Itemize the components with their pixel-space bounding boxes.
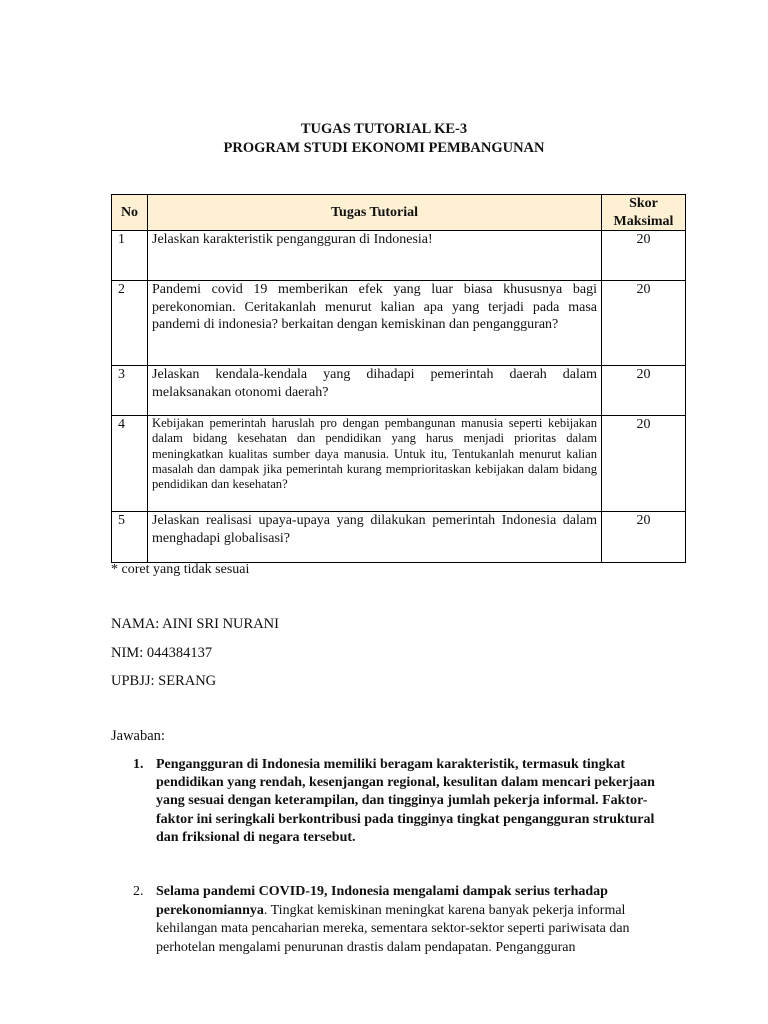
row-score: 20	[602, 366, 686, 416]
row-number: 1	[112, 231, 148, 281]
table-row	[112, 231, 686, 281]
table-footnote: * coret yang tidak sesuai	[111, 562, 250, 577]
answer-text	[156, 883, 677, 957]
header-task: Tugas Tutorial	[148, 195, 602, 231]
student-upbjj: UPBJJ: SERANG	[111, 673, 217, 689]
row-number: 4	[112, 416, 148, 512]
header-score	[602, 195, 686, 231]
row-number: 3	[112, 366, 148, 416]
table-row	[112, 281, 686, 366]
table-row	[112, 416, 686, 512]
row-task: Jelaskan karakteristik pengangguran di Indonesia!	[148, 231, 602, 281]
row-score: 20	[602, 416, 686, 512]
row-score: 20	[602, 231, 686, 281]
answer-text: Pengangguran di Indonesia memiliki beragam karakteristik, termasuk tingkat pendidikan yang rendah, kesenjangan regional, kesulitan dalam mencari pekerjaan yang sesuai dengan keterampilan, dan tingginya jumlah pekerja informal. Faktor-faktor ini seringkali berkontribusi pada tingginya tingkat pengangguran struktural dan friksional di negara tersebut.	[156, 757, 655, 845]
row-task: Kebijakan pemerintah haruslah pro dengan pembangunan manusia seperti kebijakan dalam bidang kesehatan dan pendidikan yang harus menjadi prioritas dalam meningkatkan kualitas sumber daya manusia. Untuk itu, Tentukanlah menurut kalian masalah dan dampak jika pemerintah kurang memprioritaskan kebijakan dalam bidang pendidikan dan kesehatan?	[148, 416, 602, 512]
table-row	[112, 512, 686, 563]
table-header-row	[112, 195, 686, 231]
answer-number: 2.	[133, 884, 144, 899]
row-score: 20	[602, 512, 686, 563]
student-name: NAMA: AINI SRI NURANI	[111, 616, 279, 632]
row-task: Jelaskan kendala-kendala yang dihadapi pemerintah daerah dalam melaksanakan otonomi daerah?	[148, 366, 602, 416]
document-subtitle: PROGRAM STUDI EKONOMI PEMBANGUNAN	[223, 140, 545, 156]
row-number: 2	[112, 281, 148, 366]
row-task: Jelaskan realisasi upaya-upaya yang dilakukan pemerintah Indonesia dalam menghadapi globalisasi?	[148, 512, 602, 563]
answer-number: 1.	[133, 757, 144, 772]
header-no: No	[112, 195, 148, 231]
row-score: 20	[602, 281, 686, 366]
header-score-line1: Skor	[629, 196, 658, 211]
student-nim: NIM: 044384137	[111, 645, 213, 661]
header-score-line2: Maksimal	[613, 213, 674, 229]
row-number: 5	[112, 512, 148, 563]
document-title: TUGAS TUTORIAL KE-3	[300, 121, 468, 137]
answer-text-bold: Selama pandemi COVID-19, Indonesia mengalami dampak serius terhadap perekonomiannya	[156, 884, 608, 918]
tutorial-task-table	[111, 194, 686, 563]
answer-text-normal: . Tingkat kemiskinan meningkat karena banyak pekerja informal kehilangan mata pencaharian mereka, sementara sektor-sektor seperti pariwisata dan perhotelan mengalami penurunan drastis dalam pendapatan. Pengangguran	[156, 902, 630, 955]
row-task: Pandemi covid 19 memberikan efek yang luar biasa khususnya bagi perekonomian. Ceritakanlah menurut kalian apa yang terjadi pada masa pandemi di indonesia? berkaitan dengan kemiskinan dan pengangguran?	[148, 281, 602, 366]
table-row	[112, 366, 686, 416]
answers-heading: Jawaban:	[111, 728, 165, 744]
